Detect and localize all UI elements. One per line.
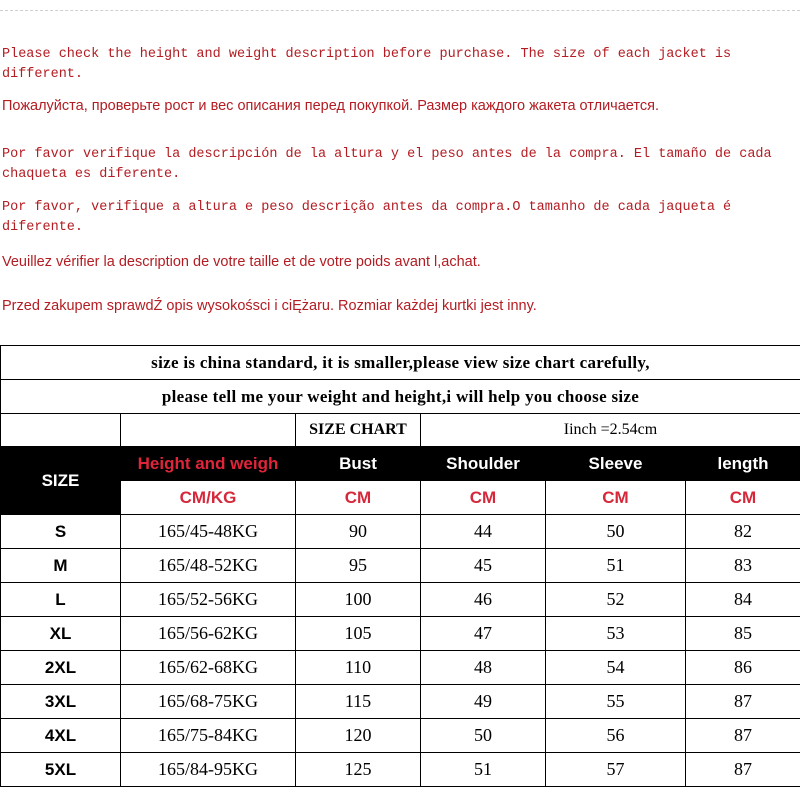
table-row	[1, 685, 800, 719]
cell-size: 4XL	[1, 719, 121, 753]
unit-shoulder: CM	[421, 481, 546, 515]
cell-length: 87	[686, 719, 800, 753]
cell-shoulder: 48	[421, 651, 546, 685]
cell-length: 87	[686, 753, 800, 787]
cell-size: M	[1, 549, 121, 583]
cell-sleeve: 51	[546, 549, 686, 583]
cell-shoulder: 47	[421, 617, 546, 651]
notice-russian: Пожалуйста, проверьте рост и вес описания перед покупкой. Размер каждого жакета отличается.	[2, 98, 659, 114]
cell-size: 5XL	[1, 753, 121, 787]
cell-shoulder: 49	[421, 685, 546, 719]
cell-size: 3XL	[1, 685, 121, 719]
cell-bust: 110	[296, 651, 421, 685]
cell-bust: 100	[296, 583, 421, 617]
cell-length: 85	[686, 617, 800, 651]
meta-empty-1	[1, 414, 121, 447]
cell-bust: 105	[296, 617, 421, 651]
banner-line-2: please tell me your weight and height,i will help you choose size	[1, 380, 800, 414]
cell-shoulder: 51	[421, 753, 546, 787]
header-size: SIZE	[1, 447, 121, 515]
header-sleeve: Sleeve	[546, 447, 686, 481]
cell-sleeve: 52	[546, 583, 686, 617]
cell-height-weight: 165/68-75KG	[121, 685, 296, 719]
cell-shoulder: 50	[421, 719, 546, 753]
unit-length: CM	[686, 481, 800, 515]
cell-size: L	[1, 583, 121, 617]
cell-height-weight: 165/75-84KG	[121, 719, 296, 753]
notice-portuguese: Por favor, verifique a altura e peso descrição antes da compra.O tamanho de cada jaqueta é diferente.	[2, 200, 732, 235]
cell-height-weight: 165/56-62KG	[121, 617, 296, 651]
header-bust: Bust	[296, 447, 421, 481]
table-row	[1, 515, 800, 549]
cell-height-weight: 165/52-56KG	[121, 583, 296, 617]
cell-length: 83	[686, 549, 800, 583]
cell-length: 82	[686, 515, 800, 549]
cell-shoulder: 45	[421, 549, 546, 583]
cell-height-weight: 165/48-52KG	[121, 549, 296, 583]
cell-length: 86	[686, 651, 800, 685]
cell-sleeve: 54	[546, 651, 686, 685]
header-length: length	[686, 447, 800, 481]
notice-polish: Przed zakupem sprawdŹ opis wysokośsci i ciĘżaru. Rozmiar każdej kurtki jest inny.	[2, 298, 537, 314]
top-border	[0, 10, 800, 11]
unit-sleeve: CM	[546, 481, 686, 515]
notice-french: Veuillez vérifier la description de votre taille et de votre poids avant l,achat.	[2, 254, 481, 270]
header-height-weight: Height and weigh	[121, 447, 296, 481]
cell-sleeve: 57	[546, 753, 686, 787]
cell-bust: 115	[296, 685, 421, 719]
notice-spanish: Por favor verifique la descripción de la altura y el peso antes de la compra. El tamaño de cada chaqueta es diferente.	[2, 147, 772, 182]
cell-sleeve: 50	[546, 515, 686, 549]
table-row	[1, 583, 800, 617]
cell-height-weight: 165/62-68KG	[121, 651, 296, 685]
cell-size: XL	[1, 617, 121, 651]
cell-sleeve: 53	[546, 617, 686, 651]
cell-bust: 95	[296, 549, 421, 583]
cell-size: 2XL	[1, 651, 121, 685]
cell-sleeve: 55	[546, 685, 686, 719]
unit-height-weight: CM/KG	[121, 481, 296, 515]
meta-empty-2	[121, 414, 296, 447]
notice-english: Please check the height and weight description before purchase. The size of each jacket is different.	[2, 47, 732, 82]
cell-sleeve: 56	[546, 719, 686, 753]
cell-bust: 125	[296, 753, 421, 787]
size-chart-label: SIZE CHART	[296, 414, 421, 447]
table-row	[1, 651, 800, 685]
banner-line-1: size is china standard, it is smaller,please view size chart carefully,	[1, 346, 800, 380]
cell-height-weight: 165/45-48KG	[121, 515, 296, 549]
table-row	[1, 617, 800, 651]
header-shoulder: Shoulder	[421, 447, 546, 481]
table-row	[1, 719, 800, 753]
table-row	[1, 549, 800, 583]
cell-length: 84	[686, 583, 800, 617]
cell-bust: 90	[296, 515, 421, 549]
cell-shoulder: 46	[421, 583, 546, 617]
inch-conversion-note: Iinch =2.54cm	[421, 414, 800, 447]
size-chart-table	[0, 345, 800, 787]
table-row	[1, 753, 800, 787]
cell-height-weight: 165/84-95KG	[121, 753, 296, 787]
cell-shoulder: 44	[421, 515, 546, 549]
unit-bust: CM	[296, 481, 421, 515]
cell-length: 87	[686, 685, 800, 719]
cell-bust: 120	[296, 719, 421, 753]
cell-size: S	[1, 515, 121, 549]
